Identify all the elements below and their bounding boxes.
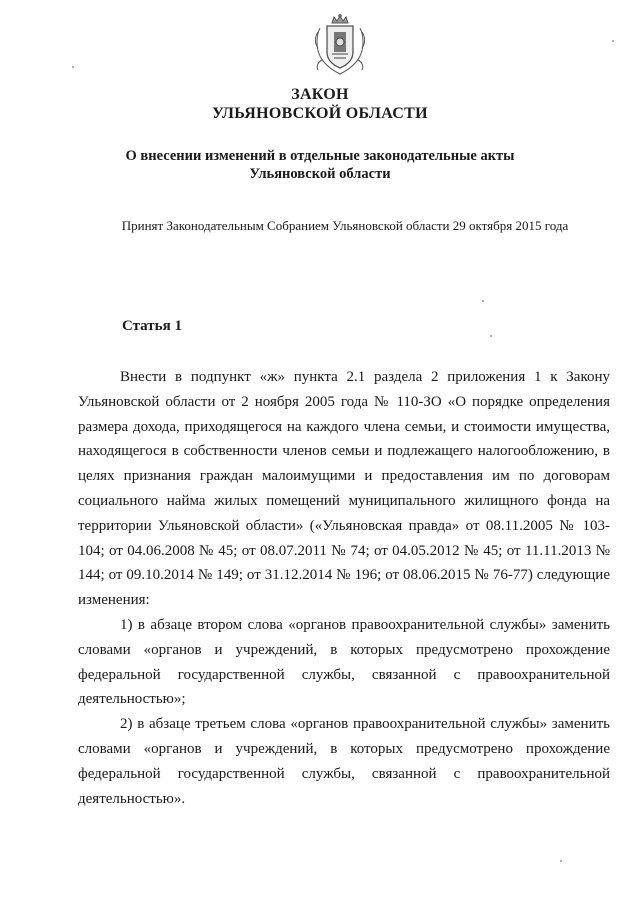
document-type: ЗАКОН [291,86,349,103]
scan-speck [560,860,562,862]
law-subject-line-1: О внесении изменений в отдельные законодательные акты [125,148,515,164]
adoption-note: Принят Законодательным Собранием Ульяновской области 29 октября 2015 года [121,218,569,233]
amendment-item: 2) в абзаце третьем слова «органов правоохранительной службы» заменить словами «органов и учреждений, в которых предусмотрено прохождение федеральной государственной службы, связанной с правоохранительной деятельностью». [78,716,610,807]
scan-speck [72,66,74,68]
article-body [78,365,610,811]
scan-speck [490,335,492,337]
article-paragraph: Внести в подпункт «ж» пункта 2.1 раздела 2 приложения 1 к Закону Ульяновской области от 2 ноября 2005 года № 110-ЗО «О порядке определения размера дохода, приходящегося на каждого члена семьи, и стоимости имущества, находящегося в собственности членов семьи и подлежащего налогообложению, в целях признания граждан малоимущими и предоставления им по договорам социального найма жилых помещений муниципального жилищного фонда на территории Ульяновской области» («Ульяновская правда» от 08.11.2005 № 103-104; от 04.06.2008 № 45; от 08.07.2011 № 74; от 04.05.2012 № 45; от 11.11.2013 № 144; от 09.10.2014 № 149; от 31.12.2014 № 196; от 08.06.2015 № 76-77) следующие изменения: [78,369,610,609]
law-subject-line-2: Ульяновской области [249,166,391,182]
amendment-item: 1) в абзаце втором слова «органов правоохранительной службы» заменить словами «органов и учреждений, в которых предусмотрено прохождение федеральной государственной службы, связанной с правоохранительной деятельностью»; [78,616,610,708]
scan-speck [612,40,614,42]
article-heading: Статья 1 [122,318,182,334]
scan-speck [482,300,484,302]
region-name: УЛЬЯНОВСКОЙ ОБЛАСТИ [212,105,428,122]
coat-of-arms-icon [312,14,368,76]
